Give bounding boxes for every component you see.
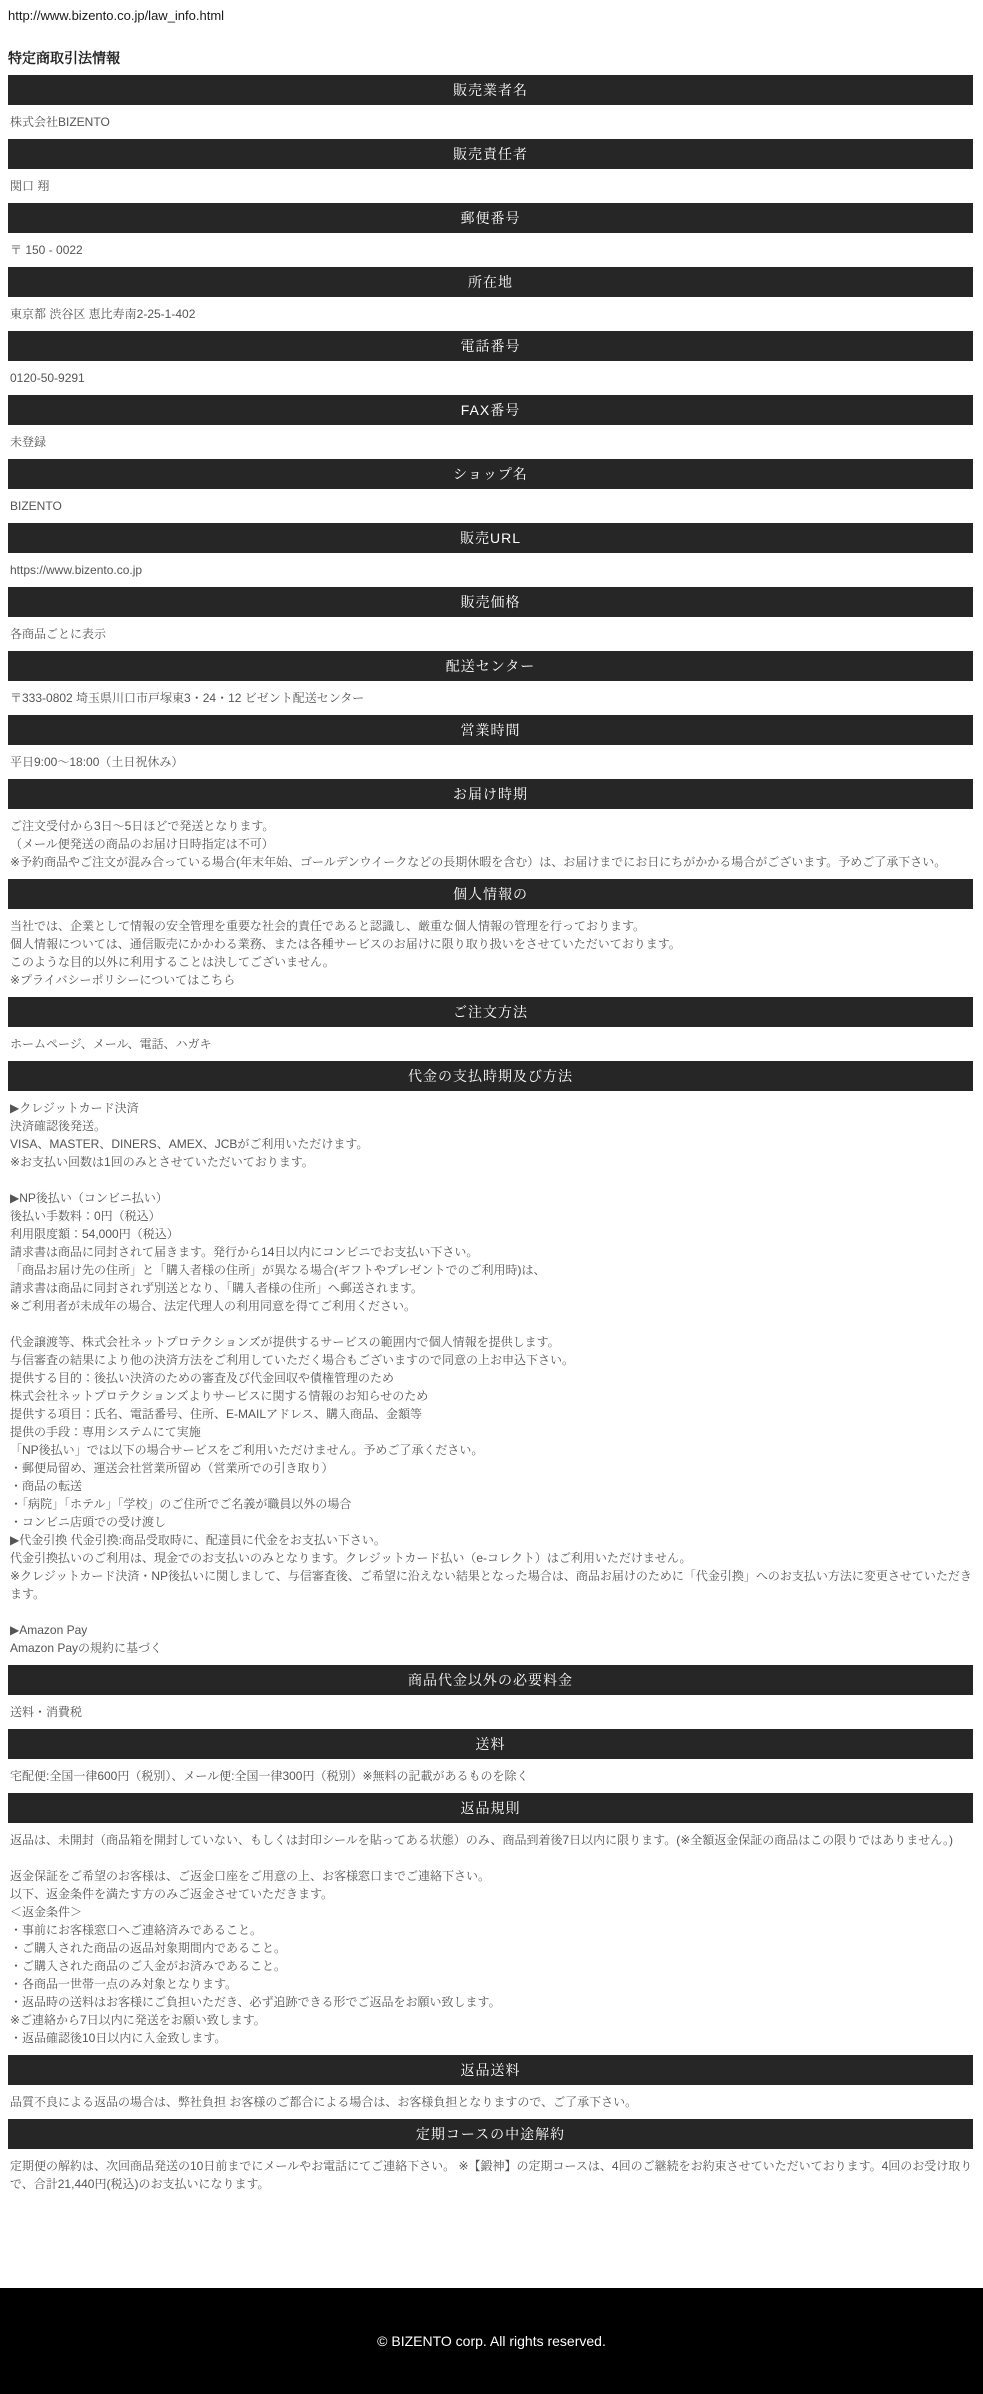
section-content-address	[8, 297, 973, 331]
section-line: 代金譲渡等、株式会社ネットプロテクションズが提供するサービスの範囲内で個人情報を提供します。	[10, 1335, 560, 1349]
section-line: 株式会社BIZENTO	[10, 115, 110, 129]
section-line: 提供の手段：専用システムにて実施	[10, 1425, 201, 1439]
section-line	[10, 1849, 973, 1867]
section-line: このような目的以外に利用することは決してございません。	[10, 955, 335, 969]
section-line: 「商品お届け先の住所」と「購入者様の住所」が異なる場合(ギフトやプレゼントでのご利用時)は、	[10, 1263, 546, 1277]
section-content-extra-fees	[8, 1695, 973, 1729]
section-extra-fees	[8, 1665, 973, 1729]
section-header-order-method: ご注文方法	[8, 997, 973, 1027]
section-content-postal-code	[8, 233, 973, 267]
section-line: 代金引換払いのご利用は、現金でのお支払いのみとなります。クレジットカード払い（e-コレクト）はご利用いただけません。	[10, 1551, 692, 1565]
section-sales-url	[8, 523, 973, 587]
section-line: 与信審査の結果により他の決済方法をご利用していただく場合もございますので同意の上お申込下さい。	[10, 1353, 575, 1367]
section-header-shop-name: ショップ名	[8, 459, 973, 489]
section-line: 提供する項目：氏名、電話番号、住所、E-MAILアドレス、購入商品、金額等	[10, 1407, 423, 1421]
section-line: 請求書は商品に同封されず別送となり、「購入者様の住所」へ郵送されます。	[10, 1281, 424, 1295]
section-line: ・返品時の送料はお客様にご負担いただき、必ず追跡できる形でご返品をお願い致します。	[10, 1995, 501, 2009]
section-content-personal-info	[8, 909, 973, 997]
section-line: ※ご利用者が未成年の場合、法定代理人の利用同意を得てご利用ください。	[10, 1299, 417, 1313]
section-header-phone-number: 電話番号	[8, 331, 973, 361]
section-line: 宅配便:全国一律600円（税別）、メール便:全国一律300円（税別）※無料の記載があるものを除く	[10, 1769, 529, 1783]
section-line	[10, 1171, 973, 1189]
section-postal-code	[8, 203, 973, 267]
section-line: 品質不良による返品の場合は、弊社負担 お客様のご都合による場合は、お客様負担となりますので、ご了承下さい。	[10, 2095, 638, 2109]
section-line: ＜返金条件＞	[10, 1905, 83, 1919]
section-header-shipping-center: 配送センター	[8, 651, 973, 681]
section-line: 返品は、未開封（商品箱を開封していない、もしくは封印シールを貼ってある状態）のみ、商品到着後7日以内に限ります。(※全額返金保証の商品はこの限りではありません。)	[10, 1833, 953, 1847]
section-line: ▶NP後払い（コンビニ払い）	[10, 1191, 168, 1205]
section-content-delivery-time	[8, 809, 973, 879]
section-header-personal-info: 個人情報の	[8, 879, 973, 909]
section-content-return-policy	[8, 1823, 973, 2055]
section-line: 以下、返金条件を満たす方のみご返金させていただきます。	[10, 1887, 334, 1901]
section-content-payment	[8, 1091, 973, 1665]
section-line: 送料・消費税	[10, 1705, 83, 1719]
section-header-sales-manager: 販売責任者	[8, 139, 973, 169]
section-line: （メール便発送の商品のお届け日時指定は不可）	[10, 837, 274, 851]
section-line: 「NP後払い」では以下の場合サービスをご利用いただけません。予めご了承ください。	[10, 1443, 484, 1457]
section-line: ※プライバシーポリシーについてはこちら	[10, 973, 236, 987]
section-payment	[8, 1061, 973, 1665]
section-line: ・コンビニ店頭での受け渡し	[10, 1515, 167, 1529]
section-header-shipping-fee: 送料	[8, 1729, 973, 1759]
section-line: ・ご購入された商品のご入金がお済みであること。	[10, 1959, 287, 1973]
section-fax-number	[8, 395, 973, 459]
section-header-address: 所在地	[8, 267, 973, 297]
section-header-return-shipping-fee: 返品送料	[8, 2055, 973, 2085]
section-header-delivery-time: お届け時期	[8, 779, 973, 809]
section-header-fax-number: FAX番号	[8, 395, 973, 425]
section-line: 決済確認後発送。	[10, 1119, 107, 1133]
section-line: ▶クレジットカード決済	[10, 1101, 139, 1115]
section-business-hours	[8, 715, 973, 779]
section-line: 〒333-0802 埼玉県川口市戸塚東3・24・12 ビゼント配送センター	[10, 691, 365, 705]
section-shipping-fee	[8, 1729, 973, 1793]
section-line: 当社では、企業として情報の安全管理を重要な社会的責任であると認識し、厳重な個人情報の管理を行っております。	[10, 919, 646, 933]
section-line: 定期便の解約は、次回商品発送の10日前までにメールやお電話にてご連絡下さい。 ※【鍛神】の定期コースは、4回のご継続をお約束させていただいております。4回のお受け取りで、合計21,440円(税込)のお支払いになります。	[10, 2159, 973, 2191]
section-line: ・郵便局留め、運送会社営業所留め（営業所での引き取り）	[10, 1461, 334, 1475]
section-content-phone-number	[8, 361, 973, 395]
section-line: 株式会社ネットプロテクションズよりサービスに関する情報のお知らせのため	[10, 1389, 429, 1403]
section-phone-number	[8, 331, 973, 395]
section-line: ・ご購入された商品の返品対象期間内であること。	[10, 1941, 287, 1955]
section-line: ※お支払い回数は1回のみとさせていただいております。	[10, 1155, 314, 1169]
section-content-business-hours	[8, 745, 973, 779]
section-line	[10, 1315, 973, 1333]
section-personal-info	[8, 879, 973, 997]
section-line: 東京都 渋谷区 恵比寿南2-25-1-402	[10, 307, 196, 321]
section-line: ホームページ、メール、電話、ハガキ	[10, 1037, 212, 1051]
section-line: ▶Amazon Pay	[10, 1623, 88, 1637]
section-line: ・返品確認後10日以内に入金致します。	[10, 2031, 227, 2045]
section-subscription-cancellation	[8, 2119, 973, 2201]
section-header-subscription-cancellation: 定期コースの中途解約	[8, 2119, 973, 2149]
section-line: 提供する目的：後払い決済のための審査及び代金回収や債権管理のため	[10, 1371, 395, 1385]
section-header-seller-name: 販売業者名	[8, 75, 973, 105]
section-content-sales-manager	[8, 169, 973, 203]
section-line: Amazon Payの規約に基づく	[10, 1641, 163, 1655]
section-content-sales-price	[8, 617, 973, 651]
section-line: VISA、MASTER、DINERS、AMEX、JCBがご利用いただけます。	[10, 1137, 369, 1151]
section-seller-name	[8, 75, 973, 139]
section-line: 未登録	[10, 435, 47, 449]
section-content-shipping-center	[8, 681, 973, 715]
section-line: BIZENTO	[10, 499, 62, 513]
section-line: 利用限度額：54,000円（税込）	[10, 1227, 179, 1241]
section-delivery-time	[8, 779, 973, 879]
page-footer	[0, 2288, 983, 2394]
section-content-seller-name	[8, 105, 973, 139]
section-line: 〒 150 - 0022	[10, 243, 83, 257]
section-sales-manager	[8, 139, 973, 203]
section-sales-price	[8, 587, 973, 651]
section-line	[10, 1603, 973, 1621]
section-line: 平日9:00～18:00（土日祝休み）	[10, 755, 184, 769]
sections-container	[8, 75, 973, 2201]
section-line: ご注文受付から3日～5日ほどで発送となります。	[10, 819, 275, 833]
section-line: ・「病院」「ホテル」「学校」のご住所でご名義が職員以外の場合	[10, 1497, 352, 1511]
section-return-policy	[8, 1793, 973, 2055]
section-content-fax-number	[8, 425, 973, 459]
section-content-return-shipping-fee	[8, 2085, 973, 2119]
section-header-extra-fees: 商品代金以外の必要料金	[8, 1665, 973, 1695]
section-line: 個人情報については、通信販売にかかわる業務、または各種サービスのお届けに限り取り扱いをさせていただいております。	[10, 937, 681, 951]
copyright-text: © BIZENTO corp. All rights reserved.	[377, 2333, 606, 2349]
section-shop-name	[8, 459, 973, 523]
section-address	[8, 267, 973, 331]
section-line: 関口 翔	[10, 179, 50, 193]
section-content-shipping-fee	[8, 1759, 973, 1793]
section-line: 0120-50-9291	[10, 371, 85, 385]
section-line: ・各商品一世帯一点のみ対象となります。	[10, 1977, 238, 1991]
section-return-shipping-fee	[8, 2055, 973, 2119]
section-line: ※ご連絡から7日以内に発送をお願い致します。	[10, 2013, 266, 2027]
section-header-payment: 代金の支払時期及び方法	[8, 1061, 973, 1091]
page-url-text: http://www.bizento.co.jp/law_info.html	[8, 8, 225, 23]
section-header-sales-url: 販売URL	[8, 523, 973, 553]
section-content-order-method	[8, 1027, 973, 1061]
section-header-return-policy: 返品規則	[8, 1793, 973, 1823]
section-line: 請求書は商品に同封されて届きます。発行から14日以内にコンビニでお支払い下さい。	[10, 1245, 479, 1259]
section-order-method	[8, 997, 973, 1061]
sales-url-link[interactable]: https://www.bizento.co.jp	[10, 563, 143, 577]
section-line: 返金保証をご希望のお客様は、ご返金口座をご用意の上、お客様窓口までご連絡下さい。	[10, 1869, 491, 1883]
section-header-sales-price: 販売価格	[8, 587, 973, 617]
section-shipping-center	[8, 651, 973, 715]
section-line: ※クレジットカード決済・NP後払いに関しまして、与信審査後、ご希望に沿えない結果となった場合は、商品お届けのために「代金引換」へのお支払い方法に変更させていただきます。	[10, 1569, 972, 1601]
section-content-subscription-cancellation	[8, 2149, 973, 2201]
section-line: ※予約商品やご注文が混み合っている場合(年末年始、ゴールデンウイークなどの長期休暇を含む）は、お届けまでにお日にちがかかる場合がございます。予めご了承下さい。	[10, 855, 947, 869]
section-content-shop-name	[8, 489, 973, 523]
section-line: 後払い手数料：0円（税込）	[10, 1209, 161, 1223]
section-header-postal-code: 郵便番号	[8, 203, 973, 233]
section-line: ・事前にお客様窓口へご連絡済みであること。	[10, 1923, 263, 1937]
section-line: ▶代金引換 代金引換:商品受取時に、配達員に代金をお支払い下さい。	[10, 1533, 386, 1547]
section-content-sales-url	[8, 553, 973, 587]
page-title: 特定商取引法情報	[8, 50, 120, 66]
section-line: 各商品ごとに表示	[10, 627, 107, 641]
section-header-business-hours: 営業時間	[8, 715, 973, 745]
section-line: ・商品の転送	[10, 1479, 83, 1493]
